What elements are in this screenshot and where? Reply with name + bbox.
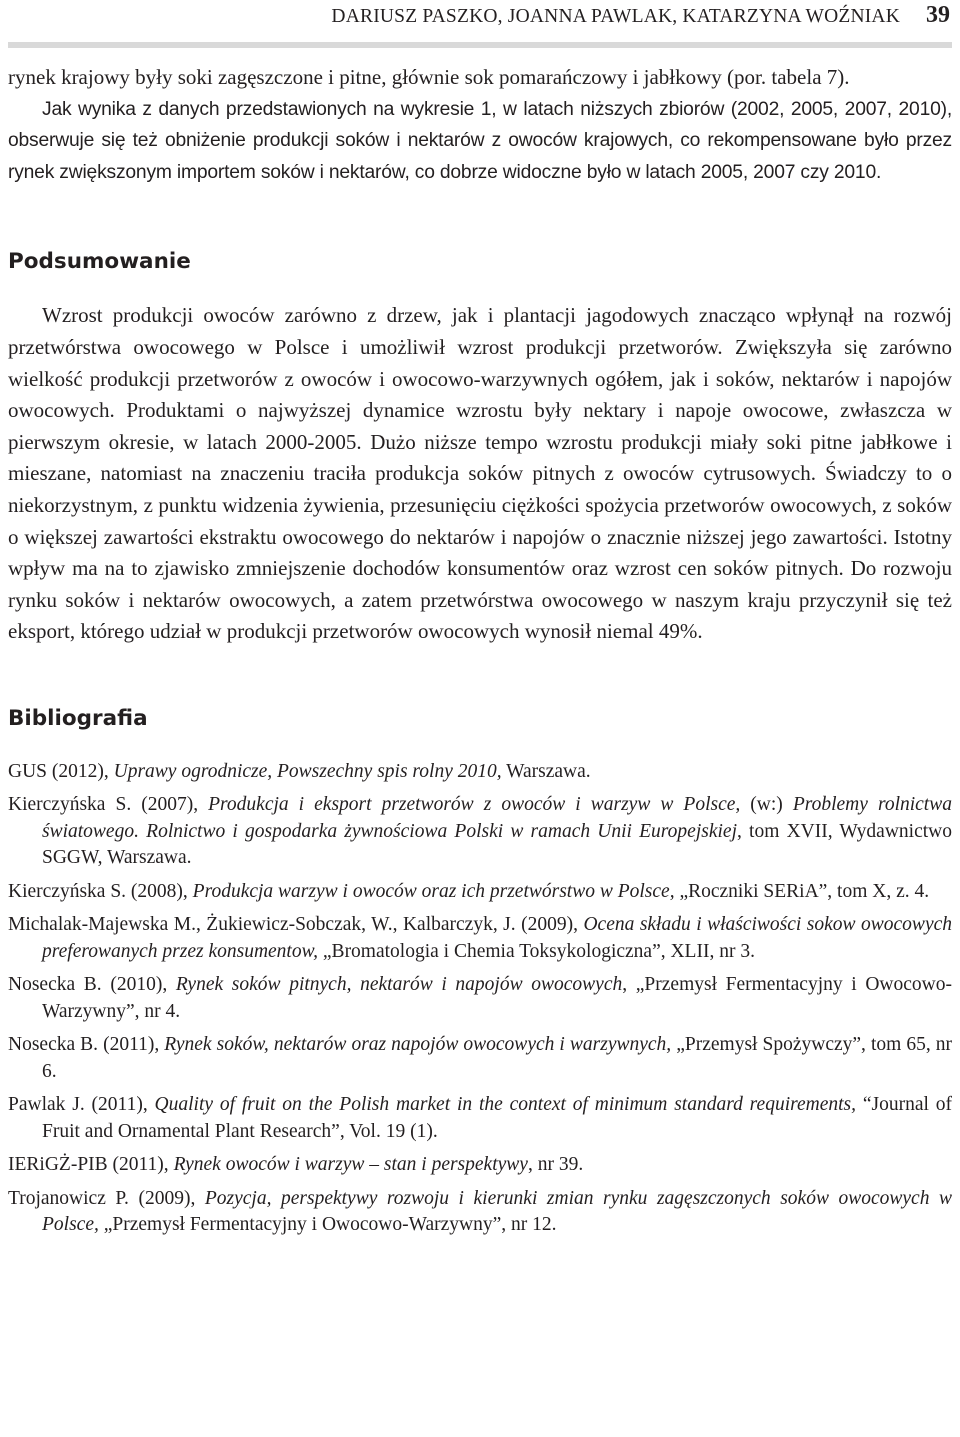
bibliography-heading: Bibliografia <box>8 705 148 731</box>
bibliography-entry: Nosecka B. (2010), Rynek soków pitnych, nektarów i napojów owocowych, „Przemysł Fermentacyjny i Owocowo-Warzywny”, nr 4. <box>8 974 952 1022</box>
page-content <box>8 62 952 1246</box>
bibliography-entry: IERiGŻ-PIB (2011), Rynek owoców i warzyw – stan i perspektywy, nr 39. <box>8 1154 584 1176</box>
header-authors: DARIUSZ PASZKO, JOANNA PAWLAK, KATARZYNA WOŹNIAK <box>331 6 900 27</box>
paragraph-continuation: rynek krajowy były soki zagęszczone i pitne, głównie sok pomarańczowy i jabłkowy (por. tabela 7). <box>8 65 850 89</box>
summary-paragraph: Wzrost produkcji owoców zarówno z drzew, jak i plantacji jagodowych znacząco wpłynął na rozwój przetwórstwa owocowego w Polsce i umożliwił wzrost produkcji przetworów. Zwiększyła się zarówno wielkość produkcji przetworów z owoców i owocowo-warzywnych ogółem, jak i soków, nektarów i napojów owocowych. Produktami o najwyższej dynamice wzrostu były nektary i napoje owocowe, zwłaszcza w pierwszym okresie, w latach 2000-2005. Dużo niższe tempo wzrostu produkcji miały soki pitne jabłkowe i mieszane, natomiast na znaczeniu traciła produkcja soków pitnych z owoców cytrusowych. Świadczy to o niekorzystnym, z punktu widzenia żywienia, przesunięciu ciężkości spożycia przetworów owocowych, z soków o większej zawartości ekstraktu owocowego do nektarów i napojów o znacznie niższej jego zawartości. Istotny wpływ ma na to zjawisko zmniejszenie dochodów konsumentów oraz wzrost cen soków pitnych. Do rozwoju rynku soków i nektarów owocowych, a zatem przetwórstwa owocowego w naszym kraju przyczynił się też eksport, którego udział w produkcji przetworów owocowych wynosił niemal 49%. <box>8 303 952 644</box>
bibliography-entry: Kierczyńska S. (2008), Produkcja warzyw i owoców oraz ich przetwórstwo w Polsce, „Roczniki SERiA”, tom X, z. 4. <box>8 880 930 902</box>
bibliography-entry: Pawlak J. (2011), Quality of fruit on the Polish market in the context of minimum standard requirements, “Journal of Fruit and Ornamental Plant Research”, Vol. 19 (1). <box>8 1094 952 1142</box>
page-number: 39 <box>926 2 950 28</box>
bibliography-entry: GUS (2012), Uprawy ogrodnicze, Powszechny spis rolny 2010, Warszawa. <box>8 760 591 782</box>
paragraph-chart-reference: Jak wynika z danych przedstawionych na wykresie 1, w latach niższych zbiorów (2002, 2005, 2007, 2010), obserwuje się też obniżenie produkcji soków i nektarów z owoców krajowych, co rekompensowane było przez rynek zwiększonym importem soków i nektarów, co dobrze widoczne było w latach 2005, 2007 czy 2010. <box>8 98 952 183</box>
bibliography-list <box>8 759 952 1239</box>
bibliography-entry: Trojanowicz P. (2009), Pozycja, perspektywy rozwoju i kierunki zmian rynku zagęszczonych soków owocowych w Polsce, „Przemysł Fermentacyjny i Owocowo-Warzywny”, nr 12. <box>8 1187 952 1236</box>
bibliography-entry: Kierczyńska S. (2007), Produkcja i eksport przetworów z owoców i warzyw w Polsce, (w:) Problemy rolnictwa światowego. Rolnictwo i gospodarka żywnościowa Polski w ramach Unii Europejskiej, tom XVII, Wydawnictwo SGGW, Warszawa. <box>8 794 952 869</box>
summary-heading: Podsumowanie <box>8 249 191 275</box>
running-header <box>8 0 952 48</box>
bibliography-entry: Michalak-Majewska M., Żukiewicz-Sobczak, W., Kalbarczyk, J. (2009), Ocena składu i właściwości sokow owocowych preferowanych przez konsumentow, „Bromatologia i Chemia Toksykologiczna”, XLII, nr 3. <box>8 914 952 962</box>
bibliography-entry: Nosecka B. (2011), Rynek soków, nektarów oraz napojów owocowych i warzywnych, „Przemysł Spożywczy”, tom 65, nr 6. <box>8 1034 953 1082</box>
